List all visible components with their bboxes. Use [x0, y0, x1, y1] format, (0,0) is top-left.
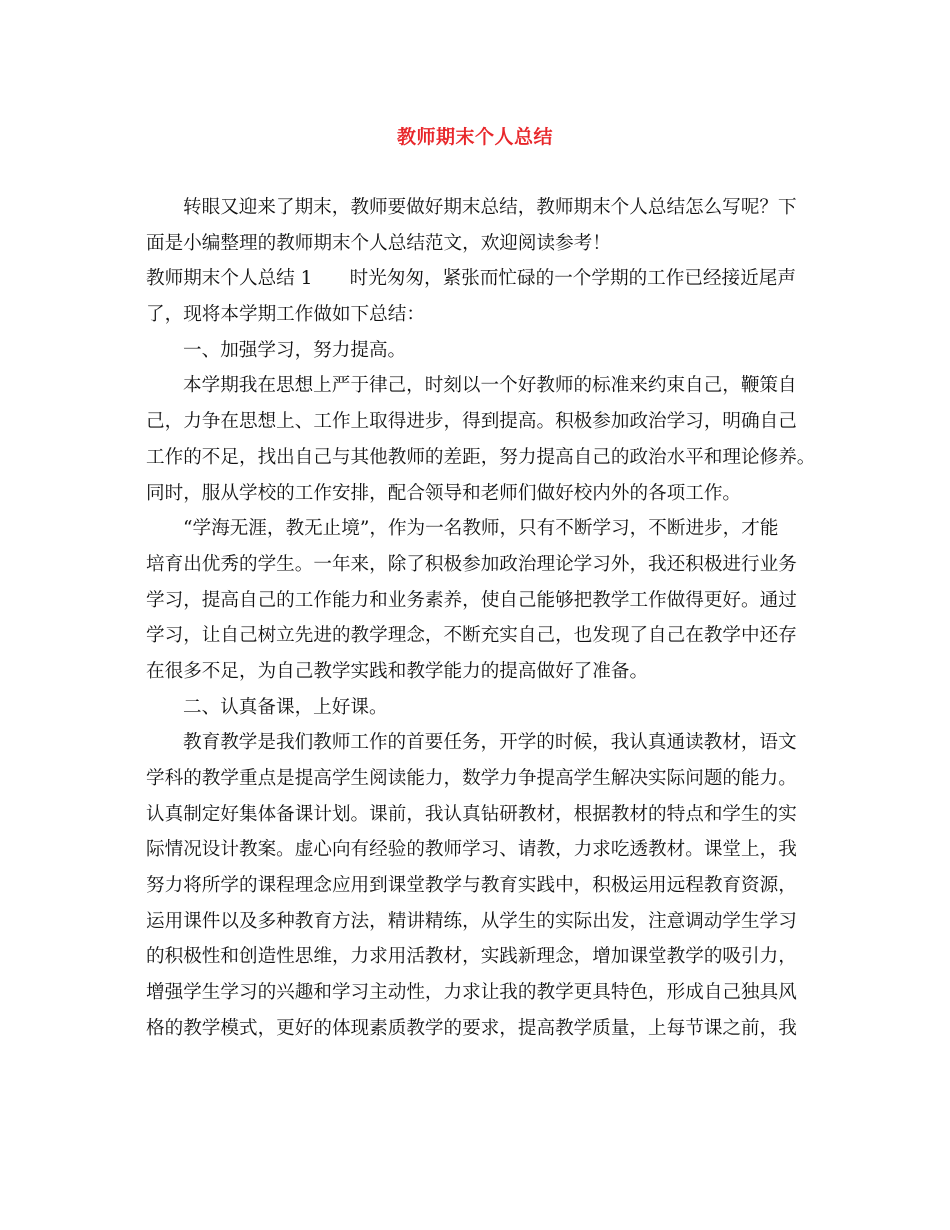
paragraph-line: 培育出优秀的学生。一年来，除了积极参加政治理论学习外，我还积极进行业务 [146, 554, 797, 575]
paragraph-line: 学科的教学重点是提高学生阅读能力，数学力争提高学生解决实际问题的能力。 [146, 768, 797, 789]
paragraph-line: 同时，服从学校的工作安排，配合领导和老师们做好校内外的各项工作。 [146, 483, 742, 504]
paragraph-line: 教育教学是我们教师工作的首要任务，开学的时候，我认真通读教材，语文 [183, 732, 797, 753]
paragraph-line: 认真制定好集体备课计划。课前，我认真钻研教材，根据教材的特点和学生的实 [146, 804, 797, 825]
paragraph-line: 运用课件以及多种教育方法，精讲精练，从学生的实际出发，注意调动学生学习 [146, 911, 797, 932]
document-title: 教师期末个人总结 [396, 126, 553, 148]
paragraph-line: 增强学生学习的兴趣和学习主动性，力求让我的教学更具特色，形成自己独具风 [146, 982, 797, 1003]
paragraph-line: 学习，让自己树立先进的教学理念，不断充实自己，也发现了自己在教学中还存 [146, 625, 797, 646]
paragraph-line: 本学期我在思想上严于律己，时刻以一个好教师的标准来约束自己，鞭策自 [183, 375, 797, 396]
paragraph-line: 学习，提高自己的工作能力和业务素养，使自己能够把教学工作做得更好。通过 [146, 590, 797, 611]
section-heading: 一、加强学习，努力提高。 [183, 340, 407, 361]
paragraph-line: 工作的不足，找出自己与其他教师的差距，努力提高自己的政治水平和理论修养。 [146, 447, 816, 468]
section-heading: 二、认真备课，上好课。 [183, 697, 388, 718]
paragraph-line: 际情况设计教案。虚心向有经验的教师学习、请教，力求吃透教材。课堂上，我 [146, 839, 797, 860]
paragraph-line: 转眼又迎来了期末，教师要做好期末总结，教师期末个人总结怎么写呢？下 [183, 197, 797, 218]
paragraph-line: 己，力争在思想上、工作上取得进步，得到提高。积极参加政治学习，明确自己 [146, 411, 797, 432]
paragraph-line: 了，现将本学期工作做如下总结： [146, 304, 425, 325]
paragraph-line: 努力将所学的课程理念应用到课堂教学与教育实践中，积极运用远程教育资源， [146, 875, 797, 896]
paragraph-line: “学海无涯，教无止境”，作为一名教师，只有不断学习，不断进步，才能 [183, 518, 779, 539]
paragraph-line: 的积极性和创造性思维，力求用活教材，实践新理念，增加课堂教学的吸引力， [146, 946, 797, 967]
paragraph-line: 格的教学模式，更好的体现素质教学的要求，提高教学质量，上每节课之前，我 [146, 1018, 797, 1039]
paragraph-line: 面是小编整理的教师期末个人总结范文，欢迎阅读参考！ [146, 233, 611, 254]
paragraph-line: 教师期末个人总结 1 时光匆匆，紧张而忙碌的一个学期的工作已经接近尾声 [146, 268, 796, 289]
paragraph-line: 在很多不足，为自己教学实践和教学能力的提高做好了准备。 [146, 661, 649, 682]
